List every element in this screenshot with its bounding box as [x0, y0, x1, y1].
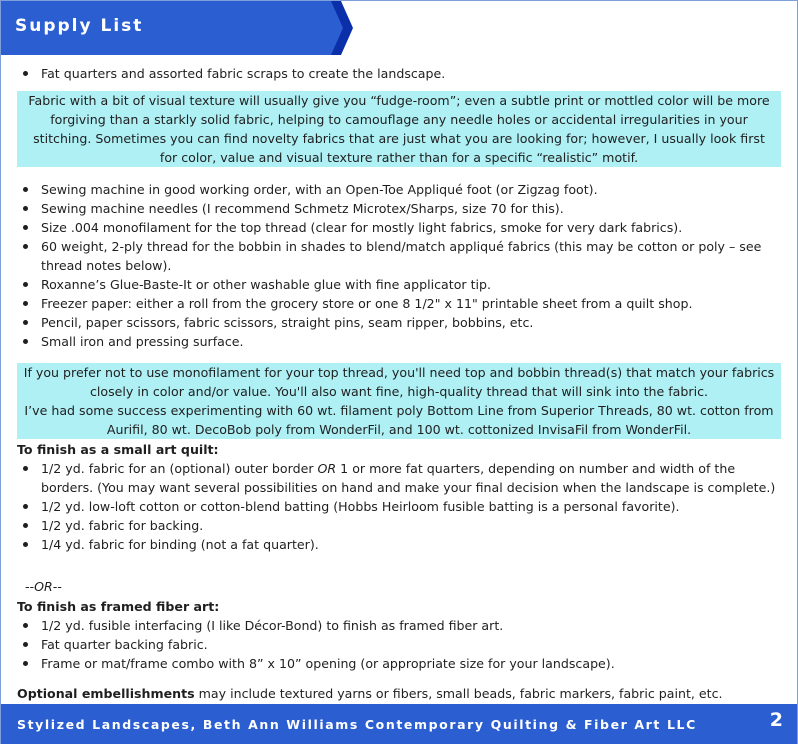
- supplies-list: [1, 180, 783, 351]
- list-item: [17, 459, 783, 497]
- list-item: Pencil, paper scissors, fabric scissors, straight pins, seam ripper, bobbins, etc.: [17, 313, 783, 332]
- small-quilt-list: [1, 459, 783, 554]
- page-title: Supply List: [15, 16, 144, 36]
- footer-bar: [1, 704, 797, 744]
- intro-list: [1, 64, 781, 83]
- list-item: Sewing machine needles (I recommend Schmetz Microtex/Sharps, size 70 for this).: [17, 199, 783, 218]
- border-text-end: 1 or more fat quarters, depending on number and width of the borders. (You may want several possibilities on hand and make your final decision when the landscape is complete.): [41, 461, 776, 495]
- framed-list: [1, 616, 783, 673]
- thread-note-line1: If you prefer not to use monofilament for your top thread, you'll need top and bobbin thread(s) that match your fabrics closely in color and/or value. You'll also want fine, high-quality thread that will sink into the fabric.: [23, 365, 775, 399]
- border-or: OR: [317, 461, 337, 476]
- list-item: Roxanne’s Glue-Baste-It or other washable glue with fine applicator tip.: [17, 275, 783, 294]
- header-banner: [1, 1, 353, 55]
- fabric-texture-note: Fabric with a bit of visual texture will usually give you “fudge-room”; even a subtle print or mottled color will be more forgiving than a starkly solid fabric, helping to camouflage any needle holes or accidental irregularities in your stitching. Sometimes you can find novelty fabrics that are just what you are looking for; however, I usually look first for color, value and visual texture rather than for a specific “realistic” motif.: [17, 91, 781, 167]
- list-item: Fat quarters and assorted fabric scraps to create the landscape.: [17, 64, 781, 83]
- thread-note-line2: I’ve had some success experimenting with 60 wt. filament poly Bottom Line from Superior Threads, 80 wt. cotton from Aurifil, 80 wt. DecoBob poly from WonderFil, and 100 wt. cottonized InvisaFil from WonderFil.: [24, 403, 774, 437]
- list-item: Frame or mat/frame combo with 8” x 10” opening (or appropriate size for your landscape).: [17, 654, 783, 673]
- list-item: 1/2 yd. fusible interfacing (I like Décor-Bond) to finish as framed fiber art.: [17, 616, 783, 635]
- list-item: 60 weight, 2-ply thread for the bobbin in shades to blend/match appliqué fabrics (this may be cotton or poly – see thread notes below).: [17, 237, 783, 275]
- list-item: Sewing machine in good working order, with an Open-Toe Appliqué foot (or Zigzag foot).: [17, 180, 783, 199]
- list-item: Fat quarter backing fabric.: [17, 635, 783, 654]
- optional-embellishments: [17, 684, 787, 703]
- list-item: Size .004 monofilament for the top thread (clear for mostly light fabrics, smoke for very dark fabrics).: [17, 218, 783, 237]
- list-item: Freezer paper: either a roll from the grocery store or one 8 1/2" x 11" printable sheet from a quilt shop.: [17, 294, 783, 313]
- list-item: 1/2 yd. fabric for backing.: [17, 516, 783, 535]
- list-item: Small iron and pressing surface.: [17, 332, 783, 351]
- list-item: 1/2 yd. low-loft cotton or cotton-blend batting (Hobbs Heirloom fusible batting is a personal favorite).: [17, 497, 783, 516]
- thread-note: [17, 363, 781, 439]
- optional-text: may include textured yarns or fibers, small beads, fabric markers, fabric paint, etc.: [194, 686, 723, 701]
- framed-heading: To finish as framed fiber art:: [17, 599, 220, 614]
- or-separator: --OR--: [25, 579, 62, 594]
- list-item: 1/4 yd. fabric for binding (not a fat quarter).: [17, 535, 783, 554]
- page-number: 2: [769, 709, 783, 731]
- border-text-start: 1/2 yd. fabric for an (optional) outer border: [41, 461, 318, 476]
- optional-label: Optional embellishments: [17, 686, 195, 701]
- footer-text: Stylized Landscapes, Beth Ann Williams Contemporary Quilting & Fiber Art LLC: [17, 717, 697, 732]
- small-quilt-heading: To finish as a small art quilt:: [17, 442, 219, 457]
